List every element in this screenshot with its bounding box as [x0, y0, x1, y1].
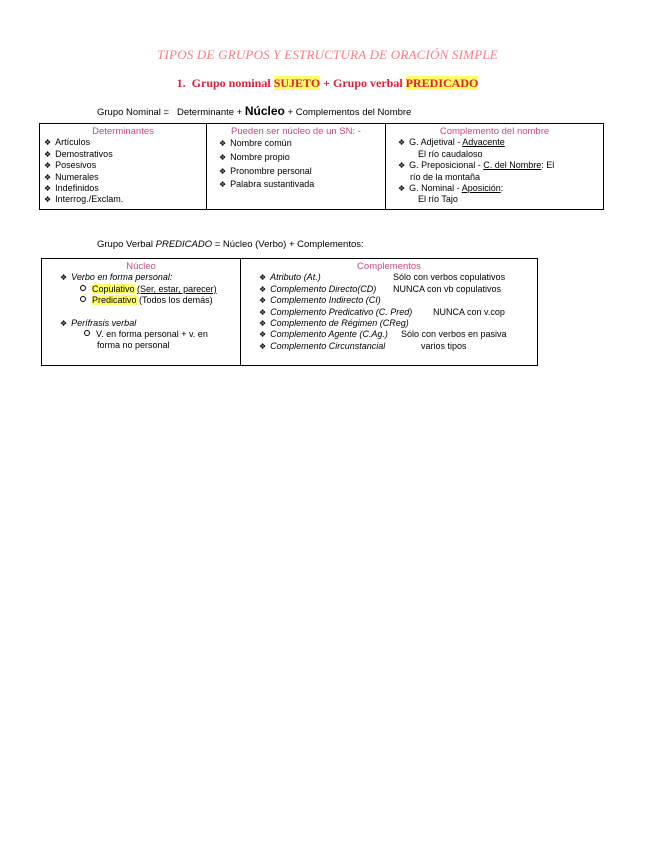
nominal-formula-det: Determinante + — [177, 107, 243, 118]
complemento-tail: : — [500, 183, 504, 194]
determinante-item — [44, 172, 202, 183]
heading-plus: + — [323, 76, 330, 90]
diamond-bullet-icon: ❖ — [259, 341, 267, 351]
perifrasis-line1: V. en forma personal + v. en — [46, 329, 236, 340]
complemento-verbal-item — [259, 341, 533, 352]
complemento-verbal-name: Complemento Agente (C.Ag.) — [270, 329, 388, 340]
complemento-column — [386, 124, 604, 210]
complemento-example: El río Tajo — [418, 194, 458, 205]
diamond-bullet-icon: ❖ — [259, 330, 267, 340]
complemento-function: Aposición — [461, 183, 501, 194]
nucleo-label: Pronombre personal — [230, 165, 312, 176]
complemento-verbal-name: Complemento Circunstancial — [270, 340, 386, 351]
diamond-bullet-icon: ❖ — [219, 166, 227, 176]
determinante-label: Indefinidos — [55, 183, 99, 194]
perifrasis-verbal: ❖ Perífrasis verbal — [60, 317, 137, 328]
complemento-function: C. del Nombre — [483, 160, 542, 171]
diamond-bullet-icon: ❖ — [398, 184, 406, 194]
nucleo-label: Palabra sustantivada — [230, 179, 315, 190]
determinante-item — [44, 194, 202, 205]
nucleo-item — [219, 151, 381, 165]
verbal-formula — [97, 239, 364, 250]
diamond-bullet-icon: ❖ — [259, 307, 267, 317]
verbal-formula-rest: = Núcleo (Verbo) + Complementos: — [214, 239, 364, 250]
determinante-label: Interrog./Exclam. — [55, 194, 124, 205]
nucleo-label: Nombre común — [230, 138, 292, 149]
diamond-bullet-icon: ❖ — [60, 318, 68, 328]
heading-nominal: Grupo nominal — [191, 76, 271, 90]
complemento-example: río de la montaña — [410, 171, 481, 182]
determinante-label: Artículos — [55, 137, 91, 148]
complemento-verbal-item — [259, 272, 533, 283]
perifrasis-line2: forma no personal — [97, 340, 170, 351]
determinante-label: Numerales — [55, 171, 99, 182]
complemento-verbal-note: NUNCA con v.cop — [433, 306, 505, 317]
section-number: 1. — [176, 76, 186, 90]
diamond-bullet-icon: ❖ — [259, 273, 267, 283]
nucleo-item — [219, 137, 381, 151]
diamond-bullet-icon: ❖ — [219, 180, 227, 190]
circle-bullet-icon — [80, 296, 86, 302]
determinante-label: Posesivos — [55, 160, 97, 171]
complemento-verbal-name: Complemento Predicativo (C. Pred) — [270, 306, 413, 317]
complemento-item — [398, 137, 599, 148]
verbo-forma-personal: ❖ Verbo en forma personal: — [60, 272, 173, 283]
complemento-verbal-note: NUNCA con vb copulativos — [393, 283, 502, 294]
diamond-bullet-icon: ❖ — [44, 138, 52, 148]
determinantes-title: Determinantes — [92, 126, 154, 137]
complemento-verbal-item — [259, 329, 533, 340]
nucleo-column — [207, 124, 386, 210]
complemento-list — [390, 137, 599, 205]
nominal-formula-prefix: Grupo Nominal = — [97, 107, 170, 118]
heading-subject: SUJETO — [273, 76, 321, 90]
complemento-title: Complemento del nombre — [439, 126, 550, 137]
complemento-tail: : El — [541, 160, 555, 171]
complemento-group: G. Adjetival - — [409, 137, 461, 148]
diamond-bullet-icon: ❖ — [44, 195, 52, 205]
diamond-bullet-icon: ❖ — [259, 296, 267, 306]
complemento-item — [398, 183, 599, 194]
nominal-formula-rest: + Complementos del Nombre — [287, 107, 412, 118]
nominal-formula — [97, 104, 411, 118]
determinantes-list — [44, 137, 202, 205]
nucleo-item — [219, 165, 381, 179]
determinantes-column — [40, 124, 207, 210]
circle-bullet-icon — [84, 330, 90, 336]
complemento-verbal-note: Sólo con verbos en pasiva — [401, 329, 507, 340]
nominal-formula-nucleo: Núcleo — [244, 104, 285, 118]
diamond-bullet-icon: ❖ — [398, 138, 406, 148]
verbal-group-table — [41, 258, 538, 366]
diamond-bullet-icon: ❖ — [259, 284, 267, 294]
nucleo-title: Pueden ser núcleo de un SN: - — [231, 126, 361, 137]
complemento-verbal-item — [259, 295, 533, 306]
complementos-column — [241, 259, 538, 366]
verbal-nucleo-column — [42, 259, 241, 366]
nominal-group-table — [39, 123, 604, 210]
diamond-bullet-icon: ❖ — [398, 161, 406, 171]
determinante-item — [44, 160, 202, 171]
complemento-verbal-item — [259, 318, 533, 329]
complemento-verbal-name: Complemento Directo(CD) — [270, 283, 377, 294]
complemento-example: El río caudaloso — [418, 148, 483, 159]
determinante-label: Demostrativos — [55, 148, 113, 159]
document-title: TIPOS DE GRUPOS Y ESTRUCTURA DE ORACIÓN SIMPLE — [157, 47, 498, 62]
circle-bullet-icon — [80, 285, 86, 291]
verbal-nucleo-title: Núcleo — [126, 261, 156, 272]
diamond-bullet-icon: ❖ — [259, 319, 267, 329]
diamond-bullet-icon: ❖ — [60, 273, 68, 283]
diamond-bullet-icon: ❖ — [44, 184, 52, 194]
copulativo-item: Copulativo (Ser, estar, parecer) — [46, 284, 236, 295]
complemento-verbal-item — [259, 284, 533, 295]
heading-verbal: Grupo verbal — [333, 76, 403, 90]
nucleo-item — [219, 178, 381, 192]
predicativo-item: Predicativo (Todos los demás) — [46, 295, 236, 306]
verbal-formula-prefix: Grupo Verbal — [97, 239, 153, 250]
determinante-item — [44, 149, 202, 160]
section-heading — [0, 76, 655, 91]
determinante-item — [44, 183, 202, 194]
complemento-group: G. Preposicional - — [409, 160, 481, 171]
complemento-verbal-note: varios tipos — [421, 340, 467, 351]
nucleo-list — [211, 137, 381, 191]
nucleo-label: Nombre propio — [230, 152, 290, 162]
heading-predicate: PREDICADO — [405, 76, 479, 90]
complemento-group: G. Nominal - — [409, 183, 460, 194]
verbal-formula-predicado: PREDICADO — [155, 239, 213, 250]
diamond-bullet-icon: ❖ — [219, 153, 227, 162]
determinante-item — [44, 137, 202, 148]
complemento-verbal-name: Complemento de Régimen (CReg) — [270, 318, 409, 329]
complemento-item — [398, 160, 599, 171]
complemento-verbal-item — [259, 307, 533, 318]
complemento-verbal-name: Atributo (At.) — [270, 272, 321, 283]
complementos-list — [245, 272, 533, 352]
complementos-title: Complementos — [357, 261, 421, 272]
diamond-bullet-icon: ❖ — [44, 172, 52, 182]
diamond-bullet-icon: ❖ — [44, 161, 52, 171]
complemento-verbal-name: Complemento Indirecto (CI) — [270, 295, 381, 306]
complemento-function: Adyacente — [462, 137, 505, 148]
complemento-verbal-note: Sólo con verbos copulativos — [393, 272, 506, 283]
diamond-bullet-icon: ❖ — [219, 139, 227, 149]
diamond-bullet-icon: ❖ — [44, 149, 52, 159]
